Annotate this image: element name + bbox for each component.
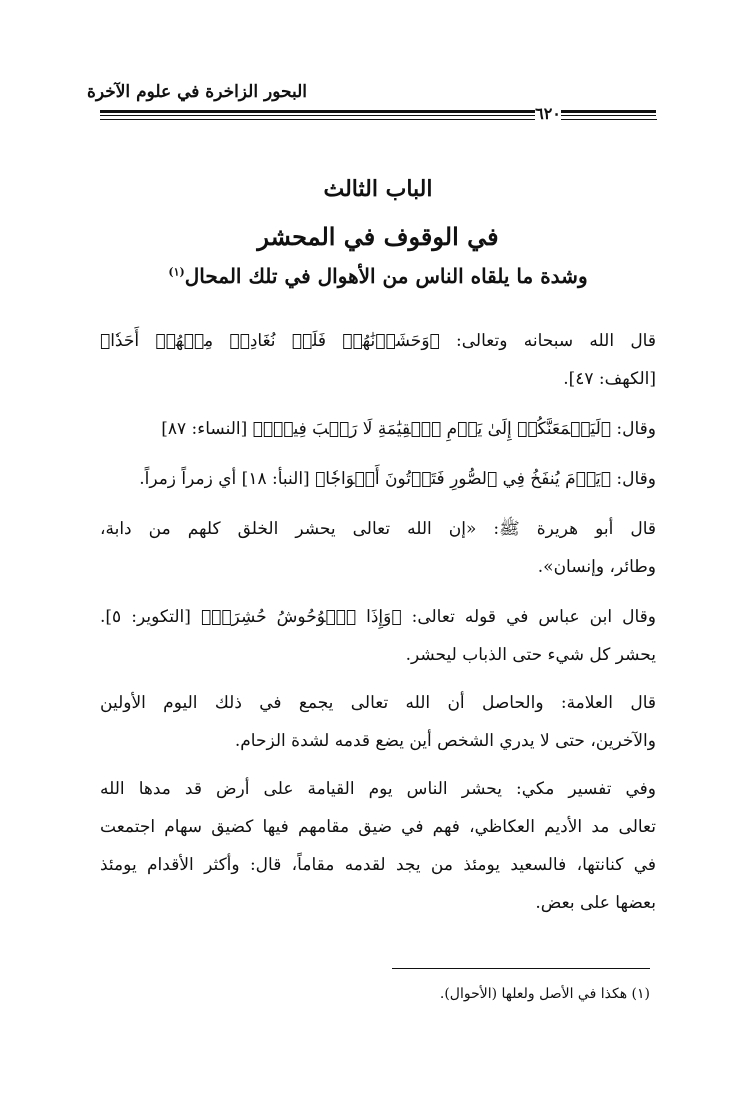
- paragraph-5-line-2: يحشر كل شيء حتى الذباب ليحشر.: [405, 645, 656, 665]
- paragraph-1-line-1: قال الله سبحانه وتعالى: ﴿وَحَشَرۡنَٰهُمۡ فَلَمۡ نُغَادِرۡ مِنۡهُمۡ أَحَدٗا﴾: [100, 331, 656, 351]
- paragraph-7-line-1: وفي تفسير مكي: يحشر الناس يوم القيامة على أرض قد مدها الله: [100, 779, 656, 799]
- paragraph-1-line-2: [الكهف: ٤٧].: [563, 369, 656, 389]
- paragraph-2-line-1: وقال: ﴿لَيَجۡمَعَنَّكُمۡ إِلَىٰ يَوۡمِ ٱلۡقِيَٰمَةِ لَا رَيۡبَ فِيهِۗ﴾ [النساء: ٨٧]: [161, 419, 656, 439]
- paragraph-3-line-1: وقال: ﴿يَوۡمَ يُنفَخُ فِي ٱلصُّورِ فَتَأۡتُونَ أَفۡوَاجٗا﴾ [النبأ: ١٨] أي زمراً زمراً.: [139, 469, 656, 489]
- header-rule-left: [100, 119, 535, 120]
- paragraph-6-line-2: والآخرين، حتى لا يدري الشخص أين يضع قدمه لشدة الزحام.: [234, 731, 656, 751]
- page-number: ٦٢٠: [535, 104, 561, 123]
- paragraph-4-line-1: قال أبو هريرة ﷺ: «إن الله تعالى يحشر الخلق كلهم من دابة،: [100, 519, 656, 539]
- header-rule-thick: [100, 110, 656, 113]
- paragraph-6: [100, 684, 656, 760]
- paragraph-3: [100, 460, 656, 498]
- paragraph-7-line-2: تعالى مد الأديم العكاظي، فهم في ضيق مقامهم فيها كضيق سهام اجتمعت: [100, 817, 656, 837]
- header-rule-thin: [100, 115, 656, 116]
- footnote-separator: [392, 968, 650, 969]
- paragraph-7: [100, 770, 656, 922]
- running-head-title: البحور الزاخرة في علوم الآخرة: [86, 82, 307, 102]
- paragraph-5: [100, 598, 656, 674]
- paragraph-5-line-1: وقال ابن عباس في قوله تعالى: ﴿وَإِذَا ٱلۡوُحُوشُ حُشِرَتۡ﴾ [التكوير: ٥].: [100, 607, 656, 627]
- paragraph-1: [100, 322, 656, 398]
- paragraph-7-line-3: في كنانتها، فالسعيد يومئذ من يجد لقدمه مقاماً، قال: وأكثر الأقدام يومئذ: [100, 855, 656, 875]
- header-rule-right: [561, 119, 657, 120]
- chapter-subtitle-text: وشدة ما يلقاه الناس من الأهوال في تلك المحال: [184, 264, 588, 288]
- footnote-reference: (١): [168, 265, 185, 279]
- chapter-label: الباب الثالث: [323, 176, 433, 202]
- chapter-title: في الوقوف في المحشر: [257, 222, 499, 251]
- paragraph-4: [100, 510, 656, 586]
- chapter-subtitle: [100, 264, 656, 288]
- footnote: (١) هكذا في الأصل ولعلها (الأحوال).: [439, 986, 650, 1002]
- paragraph-6-line-1: قال العلامة: والحاصل أن الله تعالى يجمع في ذلك اليوم الأولين: [100, 693, 656, 713]
- paragraph-4-line-2: وطائر، وإنسان».: [537, 557, 656, 577]
- paragraph-2: [100, 410, 656, 448]
- paragraph-7-line-4: بعضها على بعض.: [535, 893, 656, 913]
